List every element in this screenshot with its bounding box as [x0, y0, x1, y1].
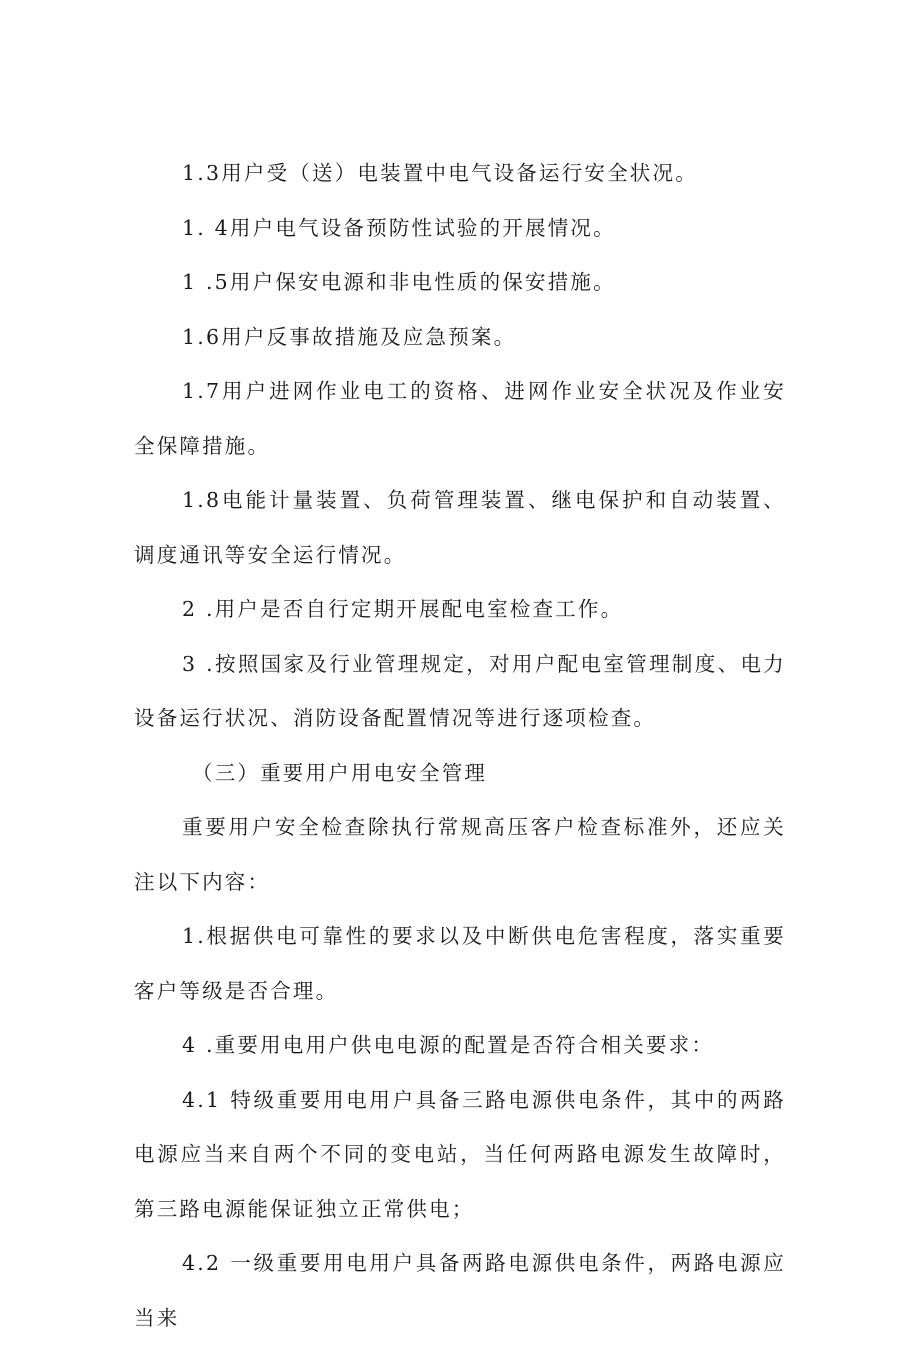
paragraph-1-4: 1. 4用户电气设备预防性试验的开展情况。 [182, 215, 616, 240]
paragraph-1-8: 1.8电能计量装置、负荷管理装置、继电保护和自动装置、调度通讯等安全运行情况。 [134, 488, 786, 567]
paragraph-4-2: 4.2 一级重要用电用户具备两路电源供电条件，两路电源应当来 [134, 1251, 786, 1330]
paragraph-4-1: 4.1 特级重要用电用户具备三路电源供电条件，其中的两路电源应当来自两个不同的变电站，当任何两路电源发生故障时，第三路电源能保证独立正常供电； [134, 1087, 786, 1221]
document-body [134, 146, 786, 1345]
section-heading: （三）重要用户用电安全管理 [192, 760, 488, 785]
paragraph-intro: 重要用户安全检查除执行常规高压客户检查标准外，还应关注以下内容： [134, 815, 786, 894]
paragraph-item-1: 1.根据供电可靠性的要求以及中断供电危害程度，落实重要客户等级是否合理。 [134, 924, 786, 1003]
paragraph-2: 2 .用户是否自行定期开展配电室检查工作。 [182, 597, 624, 621]
paragraph-3: 3 .按照国家及行业管理规定，对用户配电室管理制度、电力设备运行状况、消防设备配置情况等进行逐项检查。 [134, 651, 786, 730]
paragraph-item-4: 4 .重要用电用户供电电源的配置是否符合相关要求： [182, 1033, 715, 1057]
paragraph-1-5: 1 .5用户保安电源和非电性质的保安措施。 [182, 270, 616, 294]
paragraph-1-6: 1.6用户反事故措施及应急预案。 [182, 324, 517, 349]
paragraph-1-7: 1.7用户进网作业电工的资格、进网作业安全状况及作业安全保障措施。 [134, 379, 786, 458]
paragraph-1-3: 1.3用户受（送）电装置中电气设备运行安全状况。 [182, 161, 698, 185]
